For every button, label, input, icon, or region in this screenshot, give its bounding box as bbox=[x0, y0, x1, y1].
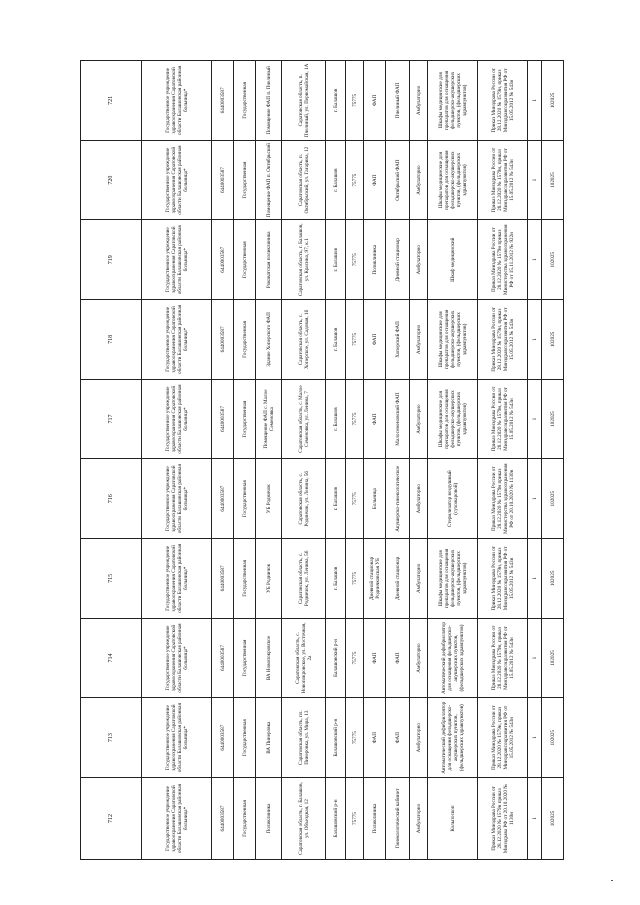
table-cell: Автоматический дефибриллятор для оснащения фельдшерско-акушерских пунктов, (фельдшерских здравпунктов) bbox=[428, 698, 478, 778]
table-cell: Саратовская область, п. Пчелиный, ул. Первомайская, 1А bbox=[282, 61, 326, 141]
table-cell: Кольпоскоп bbox=[428, 778, 478, 860]
column-number: 718 bbox=[81, 300, 142, 380]
table-row bbox=[282, 61, 326, 860]
table-cell: ФАП bbox=[386, 698, 410, 778]
table-cell: Амбулаторно bbox=[410, 698, 428, 778]
table-cell: Шкафы медицинские для препаратов для оснащения фельдшерско-акушерских пунктов, (фельдшерских здравпунктов) bbox=[428, 539, 478, 619]
table-cell: Государственная bbox=[234, 220, 256, 300]
column-number: 717 bbox=[81, 379, 142, 459]
table-cell: ФАП bbox=[386, 618, 410, 698]
table-cell: г. Балашов bbox=[326, 459, 346, 539]
table-row bbox=[528, 61, 542, 860]
table-cell: 102025 bbox=[542, 140, 564, 220]
table-cell: Помещение ФАП п. Пчелиный bbox=[256, 61, 282, 141]
table-cell: 6440003587 bbox=[212, 539, 234, 619]
column-number: 720 bbox=[81, 140, 142, 220]
table-cell: Приказ Минздрава России от 28.12.2020 № 1579н, приказ Минздравсоцразвития РФ от 15.05.2012 № 543н bbox=[478, 698, 528, 778]
table-cell: Государственная bbox=[234, 300, 256, 380]
table-header-row bbox=[81, 61, 142, 860]
table-cell: Балашовский р-н bbox=[326, 618, 346, 698]
table-cell: 6440003587 bbox=[212, 778, 234, 860]
table-cell: ФАП bbox=[364, 618, 386, 698]
table-row bbox=[478, 61, 528, 860]
table-cell: Государственная bbox=[234, 539, 256, 619]
table-row bbox=[428, 61, 478, 860]
table-cell: Государственное учреждение здравоохранения Саратовской области Балашовская районная больница* bbox=[142, 379, 212, 459]
table-cell: Саратовская область, с. Хоперское, ул. Садовая, 1б bbox=[282, 300, 326, 380]
table-cell: Государственная bbox=[234, 459, 256, 539]
table-cell: Шкаф медицинский bbox=[428, 220, 478, 300]
table-cell: 1 bbox=[528, 140, 542, 220]
table-cell: Саратовская область, г. Балашов, ул. Красина, 97, к.1 bbox=[282, 220, 326, 300]
scan-speck bbox=[611, 880, 613, 881]
table-cell: 75775 bbox=[346, 778, 364, 860]
table-cell: 75775 bbox=[346, 220, 364, 300]
table-cell: Государственная bbox=[234, 618, 256, 698]
table-row bbox=[142, 61, 212, 860]
table-cell: Государственное учреждение здравоохранения Саратовской области Балашовская районная больница* bbox=[142, 140, 212, 220]
table-cell: 75775 bbox=[346, 379, 364, 459]
table-cell: Амбулаторно bbox=[410, 459, 428, 539]
table-cell: Саратовская область, с. Родничок, ул. Ленина, 56 bbox=[282, 459, 326, 539]
table-cell: ФАП bbox=[364, 379, 386, 459]
table-cell: 102025 bbox=[542, 539, 564, 619]
table-cell: 6440003587 bbox=[212, 618, 234, 698]
table-cell: Помещение ФАП п. Октябрьский bbox=[256, 140, 282, 220]
table-row bbox=[326, 61, 346, 860]
table-cell: Саратовская область, с. Малое Семеновка, ул. Ленина, 7 bbox=[282, 379, 326, 459]
table-cell: Приказ Минздрава России от 28.12.2020 № 1579н, приказ Минздравсоцразвития РФ от 15.05.2012 № 543н bbox=[478, 539, 528, 619]
table-cell: Приказ Минздрава России от 28.12.2020 № 1579н, приказ Минздравсоцразвития РФ от 15.05.2012 № 543н bbox=[478, 140, 528, 220]
table-cell: г. Балашов bbox=[326, 300, 346, 380]
table-cell: 75775 bbox=[346, 539, 364, 619]
rotated-table-container bbox=[80, 60, 564, 860]
table-cell: 102025 bbox=[542, 379, 564, 459]
table-cell: Государственная bbox=[234, 61, 256, 141]
column-number: 712 bbox=[81, 778, 142, 860]
table-cell: 1 bbox=[528, 618, 542, 698]
table-row bbox=[212, 61, 234, 860]
table-cell: 6440003587 bbox=[212, 300, 234, 380]
table-row bbox=[256, 61, 282, 860]
table-cell: Акушерско-гинекологическое bbox=[386, 459, 410, 539]
table-cell: Государственное учреждение здравоохранения Саратовской области Балашовская районная больница* bbox=[142, 300, 212, 380]
table-cell: Шкафы медицинские для препаратов для оснащения фельдшерско-акушерских пунктов, (фельдшерских здравпунктов) bbox=[428, 379, 478, 459]
table-cell: Государственное учреждение здравоохранения Саратовской области Балашовская районная больница* bbox=[142, 459, 212, 539]
table-cell: Государственная bbox=[234, 379, 256, 459]
table-cell: Пчелиный ФАП bbox=[386, 61, 410, 141]
table-cell: г. Балашов bbox=[326, 140, 346, 220]
table-cell: Балашовский р-н bbox=[326, 698, 346, 778]
table-cell: г. Балашов bbox=[326, 220, 346, 300]
table-cell: Помещение ФАП с. Малое Семеновка bbox=[256, 379, 282, 459]
table-cell: Октябрьский ФАП bbox=[386, 140, 410, 220]
table-cell: Гинекологический кабинет bbox=[386, 778, 410, 860]
table-cell: 75775 bbox=[346, 300, 364, 380]
table-cell: Стерилизатор воздушный (сухожаровой) bbox=[428, 459, 478, 539]
table-cell: 6440003587 bbox=[212, 61, 234, 141]
table-cell: Государственная bbox=[234, 698, 256, 778]
equipment-table-body bbox=[81, 61, 564, 860]
table-cell: 102025 bbox=[542, 778, 564, 860]
table-cell: Амбулаторно bbox=[410, 61, 428, 141]
table-cell: 1 bbox=[528, 539, 542, 619]
table-cell: Здание Хоперского ФАП bbox=[256, 300, 282, 380]
table-cell: 75775 bbox=[346, 61, 364, 141]
table-cell: Шкафы медицинские для препаратов для оснащения фельдшерско-акушерских пунктов, (фельдшерских здравпунктов) bbox=[428, 61, 478, 141]
table-cell: ФАП bbox=[364, 61, 386, 141]
table-cell: Саратовская область, пл. Пинеровка, ул. Мира, 13 bbox=[282, 698, 326, 778]
table-cell: Амбулаторно bbox=[410, 778, 428, 860]
column-number: 719 bbox=[81, 220, 142, 300]
table-cell: 102025 bbox=[542, 618, 564, 698]
table-cell: 6440003587 bbox=[212, 698, 234, 778]
equipment-table bbox=[80, 60, 564, 860]
table-cell: 1 bbox=[528, 220, 542, 300]
table-cell: Амбулаторно bbox=[410, 140, 428, 220]
table-cell: Автоматический дефибриллятор для оснащения фельдшерско-акушерских пунктов, (фельдшерских здравпунктов) bbox=[428, 618, 478, 698]
table-cell: Государственная bbox=[234, 140, 256, 220]
table-cell: 75775 bbox=[346, 140, 364, 220]
table-row bbox=[346, 61, 364, 860]
table-cell: Саратовская область, с. Новопокровское, ул. Восточная, 2а bbox=[282, 618, 326, 698]
table-cell: Государственное учреждение здравоохранения Саратовской области Балашовская районная больница* bbox=[142, 539, 212, 619]
table-cell: Государственное учреждение здравоохранения Саратовской области Балашовская районная больница* bbox=[142, 778, 212, 860]
table-cell: 1 bbox=[528, 300, 542, 380]
table-row bbox=[234, 61, 256, 860]
table-cell: Приказ Минздрава России от 28.12.2020 № 1579н, приказ Минздравсоцразвития РФ от 15.05.2012 № 543н bbox=[478, 61, 528, 141]
column-number: 713 bbox=[81, 698, 142, 778]
table-cell: г. Балашов bbox=[326, 539, 346, 619]
table-cell: 1 bbox=[528, 61, 542, 141]
column-number: 721 bbox=[81, 61, 142, 141]
table-cell: Поликлиника bbox=[364, 220, 386, 300]
table-cell: 75775 bbox=[346, 698, 364, 778]
table-cell: 102025 bbox=[542, 61, 564, 141]
table-cell: Малосеменовский ФАП bbox=[386, 379, 410, 459]
table-cell: Поликлиника bbox=[364, 778, 386, 860]
table-cell: ФАП bbox=[364, 140, 386, 220]
table-cell: 6440003587 bbox=[212, 140, 234, 220]
table-cell: Саратовская область, п. Октябрьский, ул. Гагарина, 12 bbox=[282, 140, 326, 220]
table-cell: 75775 bbox=[346, 459, 364, 539]
table-cell: Амбулаторно bbox=[410, 220, 428, 300]
table-cell: 1 bbox=[528, 379, 542, 459]
table-row bbox=[386, 61, 410, 860]
table-cell: Дневной стационар Родничковская УБ bbox=[364, 539, 386, 619]
table-cell: 6440003587 bbox=[212, 220, 234, 300]
table-cell: Поликлиника bbox=[256, 778, 282, 860]
table-cell: 102025 bbox=[542, 459, 564, 539]
table-cell: г. Балашов bbox=[326, 379, 346, 459]
table-cell: 6440003587 bbox=[212, 379, 234, 459]
table-cell: 102025 bbox=[542, 300, 564, 380]
table-cell: Балашовский р-н bbox=[326, 778, 346, 860]
table-cell: 1 bbox=[528, 778, 542, 860]
table-cell: 102025 bbox=[542, 220, 564, 300]
table-cell: Приказ Минздрава России от 28.12.2020 № 1579н приказ Министерства здравоохранения РФ от 20.10.2020 № 1130н bbox=[478, 459, 528, 539]
table-cell: 1 bbox=[528, 459, 542, 539]
table-cell: Приказ Минздрава России от 28.12.2020 № 1579н приказ Министерства здравоохранения РФ от 15.11.2012 № 922н bbox=[478, 220, 528, 300]
table-cell: УБ Родничок bbox=[256, 539, 282, 619]
column-number: 714 bbox=[81, 618, 142, 698]
table-cell: Приказ Минздрава России от 28.12.2020 № 1579н, приказ Минздравсоцразвития РФ от 15.05.2012 № 543н bbox=[478, 618, 528, 698]
table-cell: Приказ Минздрава России от 28.12.2020 № 1579н приказ Минздрава РФ от 20.10.2020 № 1130н bbox=[478, 778, 528, 860]
table-row bbox=[410, 61, 428, 860]
table-cell: Государственное учреждение здравоохранения Саратовской области Балашовская районная больница* bbox=[142, 61, 212, 141]
table-cell: Больница bbox=[364, 459, 386, 539]
table-cell: 6440003587 bbox=[212, 459, 234, 539]
column-number: 716 bbox=[81, 459, 142, 539]
table-cell: Государственная bbox=[234, 778, 256, 860]
table-cell: УБ Родничок bbox=[256, 459, 282, 539]
table-cell: Дневной стационар bbox=[386, 220, 410, 300]
table-cell: Государственное учреждение здравоохранения Саратовской области Балашовская районная больница* bbox=[142, 220, 212, 300]
table-cell: Саратовская область, с. Родничок, ул. Ленина, 56 bbox=[282, 539, 326, 619]
table-cell: Амбулаторно bbox=[410, 300, 428, 380]
table-cell: Дневной стационар bbox=[386, 539, 410, 619]
table-cell: Приказ Минздрава России от 28.12.2020 № 1579н, приказ Минздравсоцразвития РФ от 15.05.2012 № 543н bbox=[478, 379, 528, 459]
table-cell: Шкафы медицинские для препаратов для оснащения фельдшерско-акушерских пунктов, (фельдшерских здравпунктов) bbox=[428, 140, 478, 220]
table-cell: 1 bbox=[528, 698, 542, 778]
table-cell: ФАП bbox=[364, 698, 386, 778]
table-cell: Амбулаторно bbox=[410, 379, 428, 459]
table-cell: Хоперский ФАП bbox=[386, 300, 410, 380]
table-cell: Роковатская поликлиника bbox=[256, 220, 282, 300]
table-cell: Амбулаторно bbox=[410, 618, 428, 698]
table-cell: Шкафы медицинские для препаратов для оснащения фельдшерско-акушерских пунктов, (фельдшерских здравпунктов) bbox=[428, 300, 478, 380]
table-cell: Амбулаторно bbox=[410, 539, 428, 619]
table-cell: Государственное учреждение здравоохранения Саратовской области Балашовская районная больница* bbox=[142, 698, 212, 778]
table-row bbox=[364, 61, 386, 860]
table-cell: ФАП bbox=[364, 300, 386, 380]
table-cell: 75775 bbox=[346, 618, 364, 698]
table-cell: ВА Новопокровское bbox=[256, 618, 282, 698]
table-cell: Саратовская область, г. Балашов, ул. Объездная, 12 bbox=[282, 778, 326, 860]
column-number: 715 bbox=[81, 539, 142, 619]
table-cell: ВА Пинеровка bbox=[256, 698, 282, 778]
table-cell: Приказ Минздрава России от 28.12.2020 № 1579н, приказ Минздравсоцразвития РФ от 15.05.2012 № 543н bbox=[478, 300, 528, 380]
table-row bbox=[542, 61, 564, 860]
table-cell: 102025 bbox=[542, 698, 564, 778]
table-cell: г. Балашов bbox=[326, 61, 346, 141]
table-cell: Государственное учреждение здравоохранения Саратовской области Балашовская районная больница* bbox=[142, 618, 212, 698]
